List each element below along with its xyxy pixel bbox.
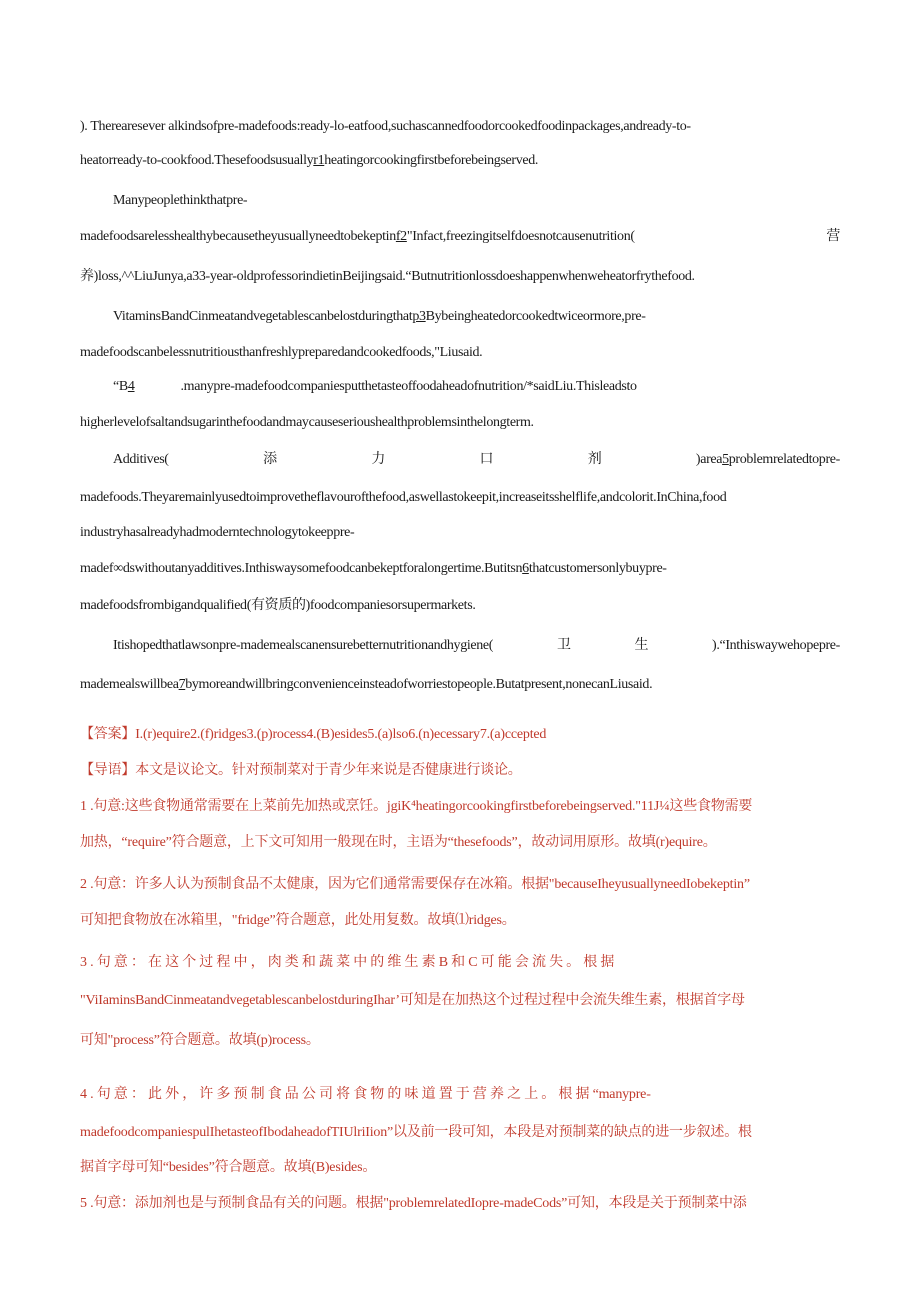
passage-text: 卫: [556, 638, 571, 653]
passage-line: [80, 150, 840, 172]
passage-text: )area: [695, 452, 723, 467]
passage-line: [113, 376, 840, 398]
passage-line: 养)loss,^^LiuJunya,a33-year-oldprofessorindietinBeijingsaid.“Butnutritionlossdoeshappenwhenweheatorfrythefood.: [80, 269, 695, 284]
explanation-1: 加热，“require”符合题意，上下文可知用一般现在时，主语为“thesefoods”，故动词用原形。故填(r)equire。: [80, 835, 717, 850]
blank-5: 5: [722, 452, 729, 467]
passage-line: higherlevelofsaltandsugarinthefoodandmaycauseserioushealthproblemsinthelongterm.: [80, 415, 534, 430]
passage-text: .manypre-madefoodcompaniesputthetasteoffoodaheadofnutrition/*saidLiu.Thisleadsto: [180, 379, 637, 394]
blank-1: r1: [313, 153, 325, 168]
passage-text: 口: [479, 452, 494, 467]
passage-text: problemrelatedtopre-: [728, 452, 840, 467]
blank-3: p3: [412, 309, 426, 324]
explanation-2: 可知把食物放在冰箱里，"fridge”符合题意，此处用复数。故填⑴ridges。: [80, 913, 516, 928]
explanation-4: 4 . 句 意 ： 此 外 ， 许 多 预 制 食 品 公 司 将 食 物 的 味 道 置 于 营 养 之 上 。 根 据 “manypre-: [80, 1087, 651, 1102]
passage-line: [80, 558, 840, 580]
passage-line: ). Therearesever alkindsofpre-madefoods:ready-lo-eatfood,suchascannedfoodorcookedfoodinpackages,andready-to-: [80, 119, 691, 134]
passage-text: Itishopedthatlawsonpre-mademealscanensurebetternutritionandhygiene(: [113, 638, 494, 653]
passage-text: mademealswillbea: [80, 677, 179, 692]
explanation-3: 可知"process”符合题意。故填(p)rocess。: [80, 1033, 320, 1048]
passage-text: bymoreandwillbringconvenienceinsteadofworriestopeople.Butatpresent,nonecanLiusaid.: [185, 677, 653, 692]
explanation-3: 3 . 句 意 ： 在 这 个 过 程 中 ， 肉 类 和 蔬 菜 中 的 维 生 素 B 和 C 可 能 会 流 失 。 根 据: [80, 955, 615, 970]
passage-text: "Infact,freezingitselfdoesnotcausenutrition(: [406, 229, 635, 244]
passage-text: 力: [371, 452, 385, 467]
passage-text: heatorready-to-cookfood.Thesefoodsusually: [80, 153, 314, 168]
blank-7: 7: [178, 677, 186, 692]
passage-text: madefoodsarelesshealthybecausetheyusuallyneedtobekeptin: [80, 229, 396, 244]
passage-line: Manypeoplethinkthatpre-: [113, 193, 248, 208]
answer-key: 【答案】I.(r)equire2.(f)ridges3.(p)rocess4.(B)esides5.(a)lso6.(n)ecessary7.(a)ccepted: [80, 727, 547, 742]
passage-text: 营: [826, 229, 840, 244]
explanation-5: 5 .句意：添加剂也是与预制食品有关的问题。根据"problemrelatedIopre-madeCods”可知，本段是关于预制菜中添: [80, 1196, 747, 1211]
passage-line: [80, 674, 840, 696]
guide-text: 【导语】本文是议论文。针对预制菜对于青少年来说是否健康进行谈论。: [80, 763, 522, 778]
passage-line: madefoodscanbelessnutritiousthanfreshlypreparedandcookedfoods,"Liusaid.: [80, 345, 483, 360]
passage-text: thatcustomersonlybuypre-: [528, 561, 667, 576]
explanation-3: "ViIaminsBandCinmeatandvegetablescanbelostduringIhar’可知是在加热这个过程过程中会流失维生素，根据首字母: [80, 993, 745, 1008]
passage-text: 剂: [587, 452, 602, 467]
passage-text: 添: [263, 452, 277, 467]
passage-line: [113, 306, 840, 328]
passage-line: [113, 449, 840, 471]
passage-text: madef∞dswithoutanyadditives.Inthiswaysomefoodcanbekeptforalongertime.Butit: [80, 561, 511, 576]
blank-2: f2: [395, 229, 407, 244]
passage-text: sn: [510, 561, 523, 576]
passage-line: madefoodsfrombigandqualified(有资质的)foodcompaniesorsupermarkets.: [80, 598, 476, 613]
passage-text: VitaminsBandCinmeatandvegetablescanbelostduringthat: [113, 309, 413, 324]
explanation-2: 2 .句意：许多人认为预制食品不太健康，因为它们通常需要保存在冰箱。根据"becauseIheyusuallyneedIobekeptin”: [80, 877, 750, 892]
passage-line: [80, 226, 840, 248]
passage-line: madefoods.Theyaremainlyusedtoimprovetheflavourofthefood,aswellastokeepit,increaseitsshelflife,andcolorit.InChina,food: [80, 490, 727, 505]
passage-line: industryhasalreadyhadmoderntechnologytokeeppre-: [80, 525, 355, 540]
blank-4: 4: [127, 379, 135, 394]
passage-text: Additives(: [113, 452, 169, 467]
explanation-4: madefoodcompaniespulIhetasteofIbodaheadofTIUlriIion”以及前一段可知，本段是对预制菜的缺点的进一步叙述。根: [80, 1125, 752, 1140]
passage-text: ).“Inthiswaywehopepre-: [712, 638, 840, 653]
passage-text: “B: [113, 379, 128, 394]
passage-text: 生: [634, 638, 649, 653]
blank-6: 6: [522, 561, 529, 576]
passage-text: heatingorcookingfirstbeforebeingserved.: [324, 153, 539, 168]
explanation-1: 1 .句意:这些食物通常需要在上菜前先加热或烹饪。jgiK⁴heatingorcookingfirstbeforebeingserved."11J¼这些食物需要: [80, 799, 753, 814]
explanation-4: 据首字母可知“besides”符合题意。故填(B)esides。: [80, 1160, 377, 1175]
passage-text: Bybeingheatedorcookedtwiceormore,pre-: [425, 309, 646, 324]
passage-line: [113, 635, 840, 657]
